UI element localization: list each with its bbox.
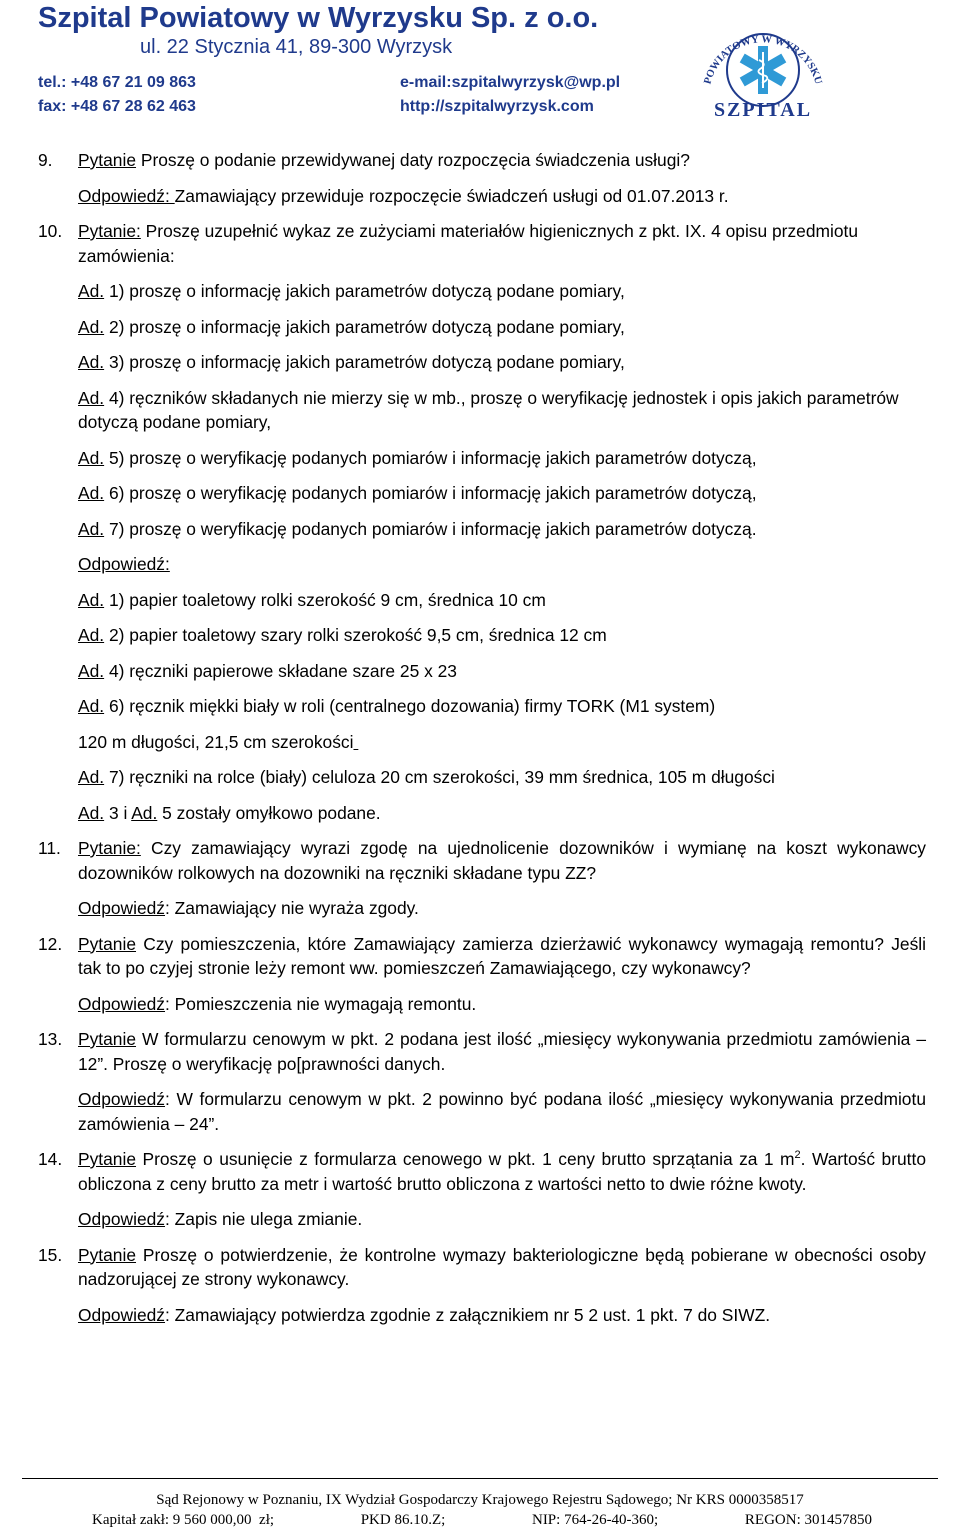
document-body bbox=[38, 148, 926, 1338]
question-item bbox=[38, 836, 926, 921]
answer-label: Odpowiedź bbox=[78, 1089, 166, 1109]
question-label: Pytanie: bbox=[78, 838, 141, 858]
question-item bbox=[38, 932, 926, 1017]
question bbox=[78, 1243, 926, 1292]
sub-answer: Ad. 4) ręczniki papierowe składane szare 25 x 23 bbox=[78, 660, 457, 681]
sub-answer: Ad. 3 i Ad. 5 zostały omyłkowo podane. bbox=[78, 802, 381, 823]
question-number: 11. bbox=[38, 838, 61, 858]
question bbox=[78, 219, 926, 268]
question-label: Pytanie bbox=[78, 150, 137, 170]
question bbox=[78, 932, 926, 981]
website: http://szpitalwyrzysk.com bbox=[400, 98, 594, 115]
logo-bottom-text: SZPITAL bbox=[713, 99, 813, 120]
footer bbox=[0, 1478, 960, 1533]
nip-number: NIP: 764-26-40-360; bbox=[531, 1512, 659, 1528]
sub-question: Ad. 6) proszę o weryfikację podanych pomiarów i informację jakich parametrów dotyczą, bbox=[78, 483, 757, 503]
sub-answer: Ad. 2) papier toaletowy szary rolki szerokość 9,5 cm, średnica 12 cm bbox=[78, 625, 607, 645]
star-of-life-icon bbox=[740, 46, 787, 94]
question-number: 12. bbox=[38, 933, 63, 954]
answer-label: Odpowiedź: bbox=[78, 185, 175, 206]
question-text: Proszę o potwierdzenie, że kontrolne wymazy bakteriologiczne będą pobierane w obecności osoby nadzorującej ze strony wykonawcy. bbox=[78, 1244, 926, 1289]
answer-text: : Zamawiający potwierdza zgodnie z załącznikiem nr 5 2 ust. 1 pkt. 7 do SIWZ. bbox=[165, 1304, 771, 1325]
question-text: W formularzu cenowym w pkt. 2 podana jest ilość „miesięcy wykonywania przedmiotu zamówienia – 12”. Proszę o weryfikację po[prawności danych. bbox=[78, 1029, 926, 1074]
answer bbox=[78, 1207, 926, 1232]
question-number: 13. bbox=[38, 1029, 63, 1049]
question-number: 10. bbox=[38, 221, 63, 241]
answer-label: Odpowiedź bbox=[78, 1304, 166, 1325]
footer-divider bbox=[22, 1478, 938, 1479]
question-label: Pytanie: bbox=[78, 221, 141, 241]
answer bbox=[78, 896, 926, 921]
question-label: Pytanie bbox=[78, 933, 137, 954]
answer bbox=[78, 1087, 926, 1136]
question-text: Czy zamawiający wyrazi zgodę na ujednolicenie dozowników i wymianę na koszt wykonawcy dozowników rolkowych na dozowniki na ręczniki składane typu ZZ? bbox=[78, 838, 926, 883]
question-item bbox=[38, 148, 926, 208]
answer-text: : Pomieszczenia nie wymagają remontu. bbox=[165, 993, 477, 1014]
sub-question: Ad. 1) proszę o informację jakich parametrów dotyczą podane pomiary, bbox=[78, 281, 625, 301]
question-label: Pytanie bbox=[78, 1029, 137, 1049]
question: Pytanie Proszę o usunięcie z formularza cenowego w pkt. 1 ceny brutto sprzątania za 1 $m^2$. Wartość brutto obliczona z ceny brutto za metr i wartość brutto obliczona z wartości netto to dwie różne kwoty. bbox=[78, 1149, 927, 1194]
sub-answer: Ad. 1) papier toaletowy rolki szerokość 9 cm, średnica 10 cm bbox=[78, 589, 546, 610]
pkd-code: PKD 86.10.Z; bbox=[360, 1512, 446, 1528]
sub-answer: Ad. 6) ręcznik miękki biały w roli (centralnego dozowania) firmy TORK (M1 system) bbox=[78, 696, 716, 716]
question-item bbox=[38, 1027, 926, 1136]
question-label: Pytanie bbox=[78, 1149, 137, 1169]
hospital-address: ul. 22 Stycznia 41, 89-300 Wyrzysk bbox=[140, 36, 453, 58]
question bbox=[78, 1027, 926, 1076]
question-item bbox=[38, 1243, 926, 1328]
question-number: 15. bbox=[38, 1244, 63, 1265]
answer-text: Zamawiający przewiduje rozpoczęcie świadczeń usługi od 01.07.2013 r. bbox=[174, 185, 729, 206]
sub-question: Ad. 4) ręczników składanych nie mierzy się w mb., proszę o weryfikację jednostek i opis jakich parametrów dotyczą podane pomiary, bbox=[78, 387, 899, 432]
answer-label: Odpowiedź: bbox=[78, 554, 170, 574]
question-item bbox=[38, 219, 926, 825]
answer bbox=[78, 184, 926, 209]
answer-label: Odpowiedź bbox=[78, 898, 166, 918]
letterhead bbox=[0, 0, 960, 130]
question-text: Proszę o podanie przewidywanej daty rozpoczęcia świadczenia usługi? bbox=[136, 150, 690, 170]
sub-question: Ad. 7) proszę o weryfikację podanych pomiarów i informację jakich parametrów dotyczą. bbox=[78, 518, 757, 539]
company-details bbox=[92, 1512, 872, 1529]
hospital-logo bbox=[688, 8, 838, 120]
question-number: 9. bbox=[38, 150, 53, 170]
question bbox=[78, 148, 926, 173]
question-item bbox=[38, 1147, 926, 1232]
hospital-name: Szpital Powiatowy w Wyrzysku Sp. z o.o. bbox=[38, 2, 599, 34]
answer-label: Odpowiedź bbox=[78, 1209, 166, 1229]
answer bbox=[78, 992, 926, 1017]
question-label: Pytanie bbox=[78, 1244, 137, 1265]
sub-answer-continuation: 120 m długości, 21,5 cm szerokości bbox=[78, 731, 354, 752]
answer bbox=[78, 1303, 926, 1328]
share-capital: Kapitał zakł: 9 560 000,00 zł; bbox=[92, 1512, 275, 1528]
phone: tel.: +48 67 21 09 863 bbox=[38, 74, 196, 91]
answer-text: : W formularzu cenowym w pkt. 2 powinno być podana ilość „miesięcy wykonywania przedmiotu zamówienia – 24”. bbox=[78, 1089, 926, 1134]
question-number: 14. bbox=[38, 1149, 63, 1169]
answer-label: Odpowiedź bbox=[78, 993, 166, 1014]
sub-question: Ad. 3) proszę o informację jakich parametrów dotyczą podane pomiary, bbox=[78, 352, 625, 372]
court-registry: Sąd Rejonowy w Poznaniu, IX Wydział Gospodarczy Krajowego Rejestru Sądowego; Nr KRS 0000358517 bbox=[156, 1492, 804, 1508]
logo-arc-text: POWIATOWY W WYRZYSKU bbox=[702, 34, 824, 86]
sub-question: Ad. 5) proszę o weryfikację podanych pomiarów i informację jakich parametrów dotyczą, bbox=[78, 447, 757, 468]
question-text: Proszę uzupełnić wykaz ze zużyciami materiałów higienicznych z pkt. IX. 4 opisu przedmiotu zamówienia: bbox=[78, 221, 859, 266]
regon-number: REGON: 301457850 bbox=[744, 1512, 872, 1528]
email: e-mail:szpitalwyrzysk@wp.pl bbox=[400, 74, 621, 91]
fax: fax: +48 67 28 62 463 bbox=[38, 98, 196, 115]
sub-question: Ad. 2) proszę o informację jakich parametrów dotyczą podane pomiary, bbox=[78, 316, 625, 337]
answer-text: : Zamawiający nie wyraża zgody. bbox=[165, 898, 419, 918]
sub-answer: Ad. 7) ręczniki na rolce (biały) celuloza 20 cm szerokości, 39 mm średnica, 105 m długości bbox=[78, 767, 775, 787]
answer-text: : Zapis nie ulega zmianie. bbox=[165, 1209, 363, 1229]
question-text: Czy pomieszczenia, które Zamawiający zamierza dzierżawić wykonawcy wymagają remontu? Jeśli tak to po czyjej stronie leży remont ww. pomieszczeń Zamawiającego, czy wykonawcy? bbox=[78, 933, 926, 978]
question bbox=[78, 836, 926, 885]
